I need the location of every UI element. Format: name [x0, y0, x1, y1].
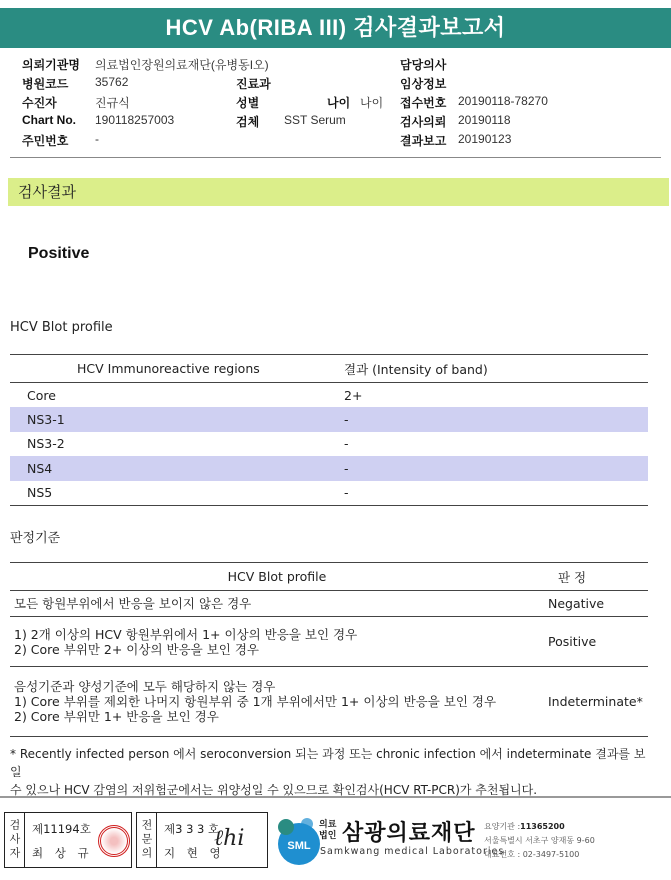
logo-name: 삼광의료재단 — [342, 821, 476, 846]
criteria-line: 2) Core 부위만 1+ 반응을 보인 경우 — [14, 709, 219, 724]
clinical-label: 임상정보 — [400, 77, 447, 91]
blot-table — [10, 354, 648, 506]
examiner-label: 검사자 — [5, 813, 25, 867]
institution-value: 의료법인장원의료재단(유병동I오) — [95, 58, 269, 72]
footnote-line: * Recently infected person 에서 seroconversion 되는 과정 또는 chronic infection 에서 indeterminate 결과를 보일 — [10, 747, 646, 779]
doctor-label: 담당의사 — [400, 58, 447, 72]
resident-value: - — [95, 132, 99, 146]
code-label: 병원코드 — [22, 77, 69, 91]
criteria-col-profile: HCV Blot profile — [10, 563, 544, 591]
blot-col-region: HCV Immunoreactive regions — [10, 355, 342, 383]
footnote — [10, 745, 650, 799]
report-date-label: 결과보고 — [400, 134, 447, 148]
blot-row-ns3-1 — [10, 407, 648, 432]
blot-row-ns4 — [10, 456, 648, 481]
age-label: 나이 — [327, 96, 351, 110]
criteria-line: 2) Core 부위만 2+ 이상의 반응을 보인 경우 — [14, 641, 259, 657]
blot-col-result: 결과 (Intensity of band) — [342, 355, 648, 383]
specialist-signature-box — [136, 812, 268, 868]
criteria-line: 모든 항원부위에서 반응을 보이지 않은 경우 — [14, 596, 252, 611]
blot-result: - — [342, 407, 648, 432]
dept-label: 진료과 — [236, 77, 271, 91]
telephone: 대표번호 : 02-3497-5100 — [484, 850, 580, 859]
logo-corp-label: 의료 법인 — [319, 820, 337, 841]
chart-label: Chart No. — [22, 113, 76, 127]
sml-logo-icon — [273, 816, 325, 868]
specialist-name: 지 현 영 — [164, 846, 225, 860]
examiner-name: 최 상 규 — [32, 846, 93, 860]
blot-region: NS5 — [10, 481, 342, 506]
footnote-line: 수 있으나 HCV 감염의 저위험군에서는 위양성일 수 있으므로 확인검사(HCV RT-PCR)가 추천됩니다. — [10, 783, 538, 797]
resident-label: 주민번호 — [22, 134, 69, 148]
criteria-line: 1) 2개 이상의 HCV 항원부위에서 1+ 이상의 반응을 보인 경우 — [14, 626, 358, 642]
age-value: 나이 — [360, 96, 384, 110]
collector-value: 진규식 — [95, 96, 130, 110]
examiner-license: 제11194호 — [32, 822, 91, 836]
contact-info — [484, 820, 595, 862]
blot-region: Core — [27, 387, 56, 403]
phone-label: 요양기관 : — [484, 822, 521, 831]
blot-row-ns5 — [10, 481, 648, 506]
criteria-line: 음성기준과 양성기준에 모두 해당하지 않는 경우 — [14, 679, 276, 694]
request-label: 검사의뢰 — [400, 115, 447, 129]
blot-region: NS3-2 — [27, 436, 65, 452]
specimen-value: SST Serum — [284, 113, 346, 127]
criteria-judgement: Indeterminate* — [544, 667, 648, 737]
criteria-judgement: Negative — [544, 591, 648, 617]
blot-result: - — [342, 456, 648, 481]
logo-mark-text: SML — [287, 840, 311, 852]
request-value: 20190118 — [458, 113, 511, 127]
address: 서울특별시 서초구 양재동 9-60 — [484, 836, 595, 845]
info-divider — [10, 157, 661, 158]
report-title: HCV Ab(RIBA III) 검사결과보고서 — [0, 8, 671, 48]
accession-label: 접수번호 — [400, 96, 447, 110]
blot-heading: HCV Blot profile — [10, 320, 113, 335]
result-value: Positive — [28, 245, 90, 262]
logo-english-name: Samkwang medical Laboratories — [320, 846, 505, 857]
criteria-judgement: Positive — [544, 617, 648, 667]
seal-icon — [98, 825, 130, 857]
footer-divider — [0, 796, 671, 798]
criteria-line: 1) Core 부위를 제외한 나머지 항원부위 중 1개 부위에서만 1+ 이상의 반응을 보인 경우 — [14, 694, 497, 709]
blot-region: NS4 — [10, 456, 342, 481]
institution-label: 의뢰기관명 — [22, 58, 80, 72]
specialist-label: 전문의 — [137, 813, 157, 867]
blot-row-core — [10, 383, 648, 408]
section-title: 검사결과 — [8, 178, 669, 206]
blot-result: 2+ — [344, 387, 363, 403]
criteria-table — [10, 562, 648, 737]
criteria-col-judgement: 판 정 — [544, 563, 648, 591]
patient-info — [22, 56, 652, 151]
blot-row-ns3-2 — [10, 432, 648, 457]
sex-label: 성별 — [236, 96, 260, 110]
examiner-signature-box — [4, 812, 132, 868]
chart-value: 190118257003 — [95, 113, 175, 127]
report-date-value: 20190123 — [458, 132, 512, 146]
criteria-heading: 판정기준 — [10, 531, 61, 546]
collector-label: 수진자 — [22, 96, 57, 110]
blot-result: - — [342, 481, 648, 506]
specialist-license: 제3 3 3 호 — [164, 822, 220, 836]
code-value: 35762 — [95, 75, 129, 89]
phone-code: 11365200 — [520, 822, 565, 831]
blot-region: NS3-1 — [10, 407, 342, 432]
signature-mark: ℓhi — [214, 826, 245, 851]
criteria-row-indeterminate — [10, 667, 648, 737]
criteria-row-positive — [10, 617, 648, 667]
blot-result: - — [344, 436, 349, 452]
specimen-label: 검체 — [236, 115, 260, 129]
accession-value: 20190118-78270 — [458, 94, 548, 108]
criteria-row-negative — [10, 591, 648, 617]
